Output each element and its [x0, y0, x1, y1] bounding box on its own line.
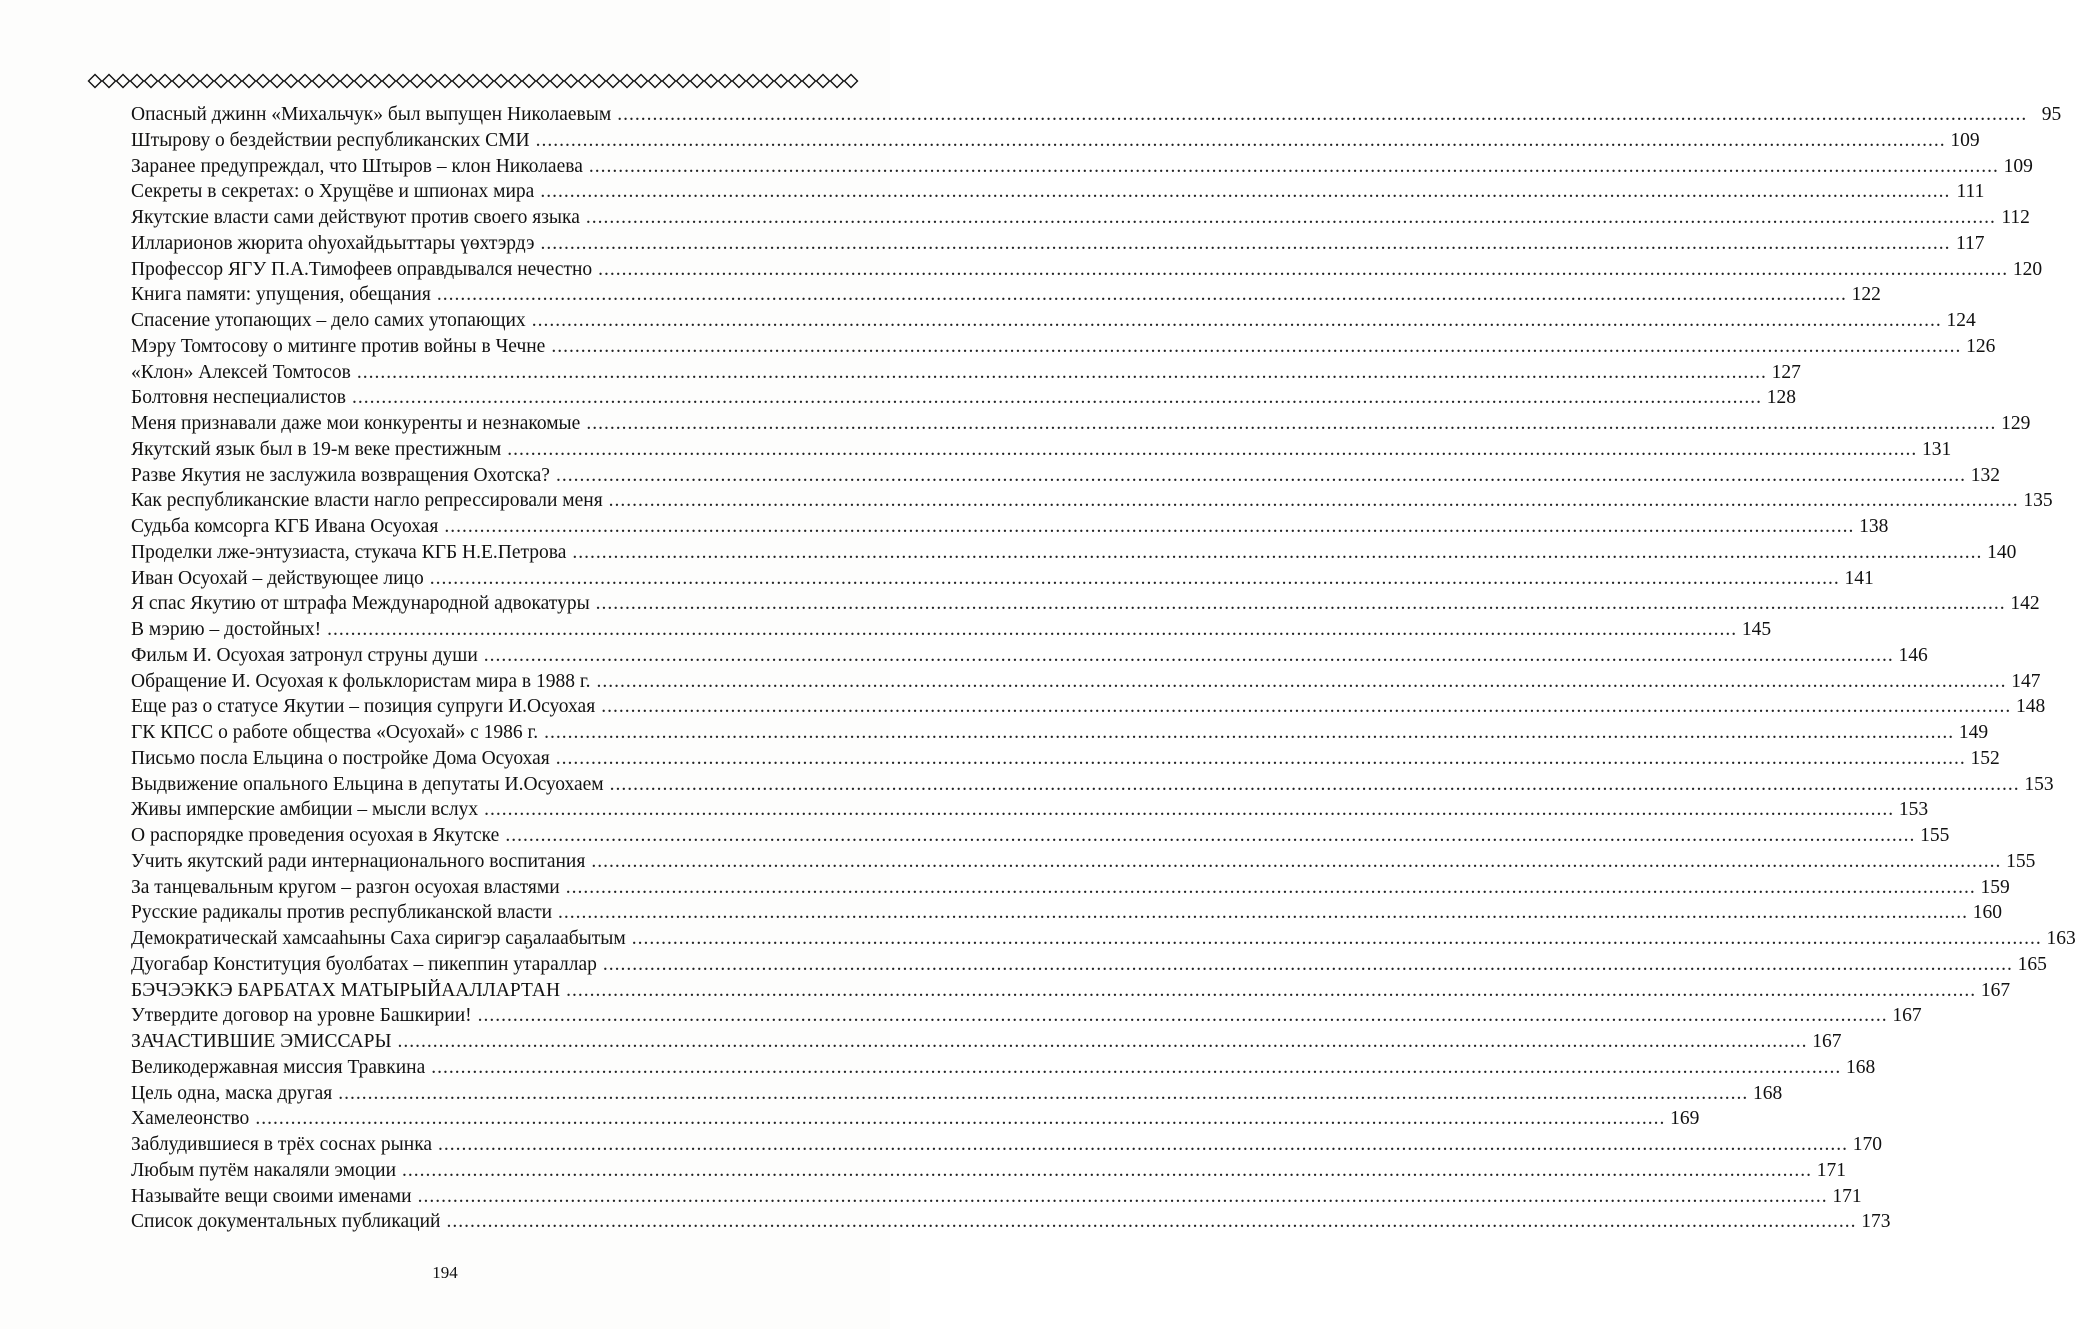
toc-entry	[131, 1184, 1862, 1210]
toc-entry-page: 131	[1921, 438, 1952, 460]
toc-entry-page: 152	[1970, 747, 2000, 769]
dot-leader	[591, 849, 2001, 875]
dot-leader	[532, 308, 1942, 334]
dot-leader	[589, 154, 1999, 180]
toc-entry-title: Как республиканские власти нагло репрессировали меня	[131, 490, 603, 512]
diamond-ornament	[467, 75, 480, 88]
toc-entry	[131, 1055, 1876, 1081]
toc-entry-title: Разве Якутия не заслужила возвращения Охотска?	[131, 464, 550, 486]
dot-leader	[398, 1029, 1808, 1055]
toc-entry	[131, 231, 1985, 257]
diamond-ornament	[579, 75, 592, 88]
toc-entry	[131, 875, 2010, 901]
toc-entry	[131, 282, 1881, 308]
toc-entry	[131, 797, 1929, 823]
diamond-ornament	[565, 75, 578, 88]
toc-entry-title: Опасный джинн «Михальчук» был выпущен Николаевым	[131, 104, 612, 125]
toc-entry	[131, 1106, 1700, 1132]
toc-entry	[131, 540, 2017, 566]
toc-entry-title: Живы имперские амбиции – мысли вслух	[131, 799, 479, 821]
diamond-ornament	[775, 75, 788, 88]
toc-entry-title: Великодержавная миссия Травкина	[131, 1056, 426, 1078]
dot-leader	[430, 566, 1840, 592]
toc-entry-title: Я спас Якутию от штрафа Международной адвокатуры	[131, 593, 590, 615]
diamond-ornament	[299, 75, 312, 88]
toc-entry-title: Хамелеонство	[131, 1108, 250, 1130]
dot-leader	[586, 205, 1996, 231]
toc-entry-page: 168	[1752, 1082, 1783, 1104]
dot-leader	[586, 411, 1996, 437]
toc-entry-title: Иван Осуохай – действующее лицо	[131, 567, 424, 589]
toc-entry-page: 155	[2006, 850, 2036, 872]
diamond-ornament	[551, 75, 564, 88]
diamond-ornament	[831, 75, 844, 88]
toc-entry	[131, 849, 2036, 875]
toc-entry	[131, 591, 2040, 617]
toc-entry	[131, 694, 2046, 720]
dot-leader	[617, 102, 2027, 128]
diamond-ornament	[509, 75, 522, 88]
toc-entry-title: Книга памяти: упущения, обещания	[131, 284, 431, 306]
table-of-contents	[131, 102, 2076, 1235]
toc-entry-page: 147	[2011, 670, 2041, 692]
toc-entry-title: Цель одна, маска другая	[131, 1082, 333, 1104]
toc-entry-title: ЗАЧАСТИВШИЕ ЭМИССАРЫ	[131, 1031, 392, 1052]
diamond-ornament	[761, 75, 774, 88]
toc-entry-page: 149	[1958, 722, 1989, 743]
dot-leader	[438, 1132, 1848, 1158]
toc-entry-page: 132	[1970, 464, 2000, 486]
dot-leader	[478, 1003, 1888, 1029]
toc-entry-page: 117	[1956, 232, 1985, 254]
dot-leader	[484, 643, 1894, 669]
diamond-ornament	[677, 75, 690, 88]
diamond-ornament	[285, 75, 298, 88]
dot-leader	[444, 514, 1854, 540]
diamond-ornament	[635, 75, 648, 88]
dot-leader	[598, 257, 2008, 283]
dot-leader	[536, 128, 1946, 154]
toc-entry-title: Якутский язык был в 19-м веке престижным	[131, 438, 502, 460]
diamond-ornament	[425, 75, 438, 88]
diamond-ornament	[747, 75, 760, 88]
toc-entry-page: 167	[1980, 979, 2011, 1001]
dot-leader	[484, 797, 1894, 823]
toc-entry	[131, 566, 1874, 592]
diamond-ornament	[257, 75, 270, 88]
diamond-ornament	[341, 75, 354, 88]
toc-entry	[131, 746, 2000, 772]
dot-leader	[556, 746, 1966, 772]
toc-entry-title: Выдвижение опального Ельцина в депутаты И.Осуохаем	[131, 773, 604, 795]
toc-entry-title: БЭЧЭЭККЭ БАРБАТАХ МАТЫРЫЙААЛЛАРТАН	[131, 979, 561, 1001]
toc-entry	[131, 669, 2041, 695]
toc-entry-title: Называйте вещи своими именами	[131, 1185, 412, 1207]
dot-leader	[566, 978, 1976, 1004]
toc-entry-page: 163	[2046, 928, 2076, 949]
toc-entry	[131, 1132, 1883, 1158]
diamond-ornament	[271, 75, 284, 88]
diamond-ornament	[229, 75, 242, 88]
toc-entry-page: 146	[1898, 644, 1928, 666]
toc-entry-page: 153	[1898, 799, 1929, 821]
toc-entry-title: Проделки лже-энтузиаста, стукача КГБ Н.Е.Петрова	[131, 541, 567, 563]
diamond-ornament	[621, 75, 634, 88]
toc-entry-title: Заранее предупреждал, что Штыров – клон Николаева	[131, 155, 583, 177]
dot-leader	[352, 385, 1762, 411]
dot-leader	[540, 179, 1950, 205]
toc-entry-title: Любым путём накаляли эмоции	[131, 1159, 397, 1181]
toc-entry	[131, 772, 2054, 798]
toc-entry-title: Меня признавали даже мои конкуренты и незнакомые	[131, 413, 581, 434]
dot-leader	[255, 1106, 1665, 1132]
toc-entry-title: За танцевальным кругом – разгон осуохая властями	[131, 876, 560, 898]
dot-leader	[566, 875, 1976, 901]
diamond-ornament	[369, 75, 382, 88]
toc-entry-page: 142	[2010, 593, 2040, 615]
toc-entry-title: Дуогабар Конституция буолбатах – пикеппин утараллар	[131, 953, 597, 975]
toc-entry-title: Профессор ЯГУ П.А.Тимофеев оправдывался нечестно	[131, 258, 593, 280]
dot-leader	[610, 772, 2020, 798]
dot-leader	[603, 952, 2013, 978]
dot-leader	[544, 720, 1954, 746]
dot-leader	[558, 900, 1968, 926]
toc-entry-page: 120	[2012, 258, 2043, 280]
toc-entry-title: «Клон» Алексей Томтосов	[131, 361, 351, 383]
diamond-ornament	[243, 75, 256, 88]
toc-entry-page: 129	[2001, 413, 2031, 434]
toc-entry-title: Штырову о бездействии республиканских СМИ	[131, 129, 530, 151]
toc-entry-title: Якутские власти сами действуют против своего языка	[131, 207, 580, 228]
toc-entry-page: 173	[1861, 1211, 1891, 1233]
diamond-ornament	[803, 75, 816, 88]
diamond-ornament	[593, 75, 606, 88]
diamond-ornament	[691, 75, 704, 88]
toc-entry-page: 153	[2024, 773, 2054, 795]
toc-entry-title: Письмо посла Ельцина о постройке Дома Осуохая	[131, 747, 550, 769]
toc-entry-title: Судьба комсорга КГБ Ивана Осуохая	[131, 516, 439, 537]
diamond-ornament	[355, 75, 368, 88]
toc-entry-page: 165	[2017, 953, 2047, 975]
diamond-ornament	[495, 75, 508, 88]
toc-entry-title: Заблудившиеся в трёх соснах рынка	[131, 1134, 433, 1155]
toc-entry-page: 126	[1966, 335, 1996, 357]
diamond-ornament	[439, 75, 452, 88]
decorative-diamond-border	[88, 70, 860, 92]
diamond-ornament	[607, 75, 620, 88]
dot-leader	[338, 1081, 1748, 1107]
toc-entry-title: Утвердите договор на уровне Башкирии!	[131, 1005, 472, 1027]
toc-entry	[131, 514, 1889, 540]
toc-entry	[131, 128, 1980, 154]
toc-entry	[131, 926, 2076, 952]
dot-leader	[418, 1184, 1828, 1210]
toc-entry-title: Учить якутский ради интернационального воспитания	[131, 850, 586, 872]
diamond-ornament	[789, 75, 802, 88]
diamond-ornament	[411, 75, 424, 88]
toc-entry-title: Обращение И. Осуохая к фольклористам мира в 1988 г.	[131, 670, 591, 692]
toc-entry	[131, 463, 2000, 489]
toc-entry-page: 167	[1812, 1031, 1842, 1052]
toc-entry	[131, 1003, 1922, 1029]
toc-entry	[131, 488, 2053, 514]
toc-entry-title: В мэрию – достойных!	[131, 619, 322, 640]
dot-leader	[431, 1055, 1841, 1081]
dot-leader	[357, 360, 1767, 386]
diamond-ornament	[215, 75, 228, 88]
toc-entry-page: 148	[2015, 696, 2046, 718]
toc-entry-page: 145	[1741, 619, 1772, 640]
toc-entry-title: Секреты в секретах: о Хрущёве и шпионах мира	[131, 181, 535, 203]
toc-entry-page: 141	[1844, 567, 1874, 589]
toc-entry	[131, 205, 2030, 231]
toc-entry-page: 170	[1852, 1134, 1883, 1155]
toc-entry	[131, 154, 2033, 180]
toc-entry-page: 167	[1892, 1005, 1922, 1027]
toc-entry-title: Спасение утопающих – дело самих утопающих	[131, 310, 526, 331]
toc-entry-page: 95	[2041, 104, 2062, 125]
toc-entry	[131, 257, 2043, 283]
toc-entry	[131, 360, 1801, 386]
diamond-ornament	[145, 75, 158, 88]
dot-leader	[505, 823, 1915, 849]
dot-leader	[601, 694, 2011, 720]
toc-entry	[131, 952, 2047, 978]
diamond-ornament	[537, 75, 550, 88]
dot-leader	[572, 540, 1982, 566]
toc-entry	[131, 1029, 1842, 1055]
toc-entry-page: 138	[1859, 516, 1889, 537]
diamond-ornament	[201, 75, 214, 88]
diamond-ornament	[187, 75, 200, 88]
dot-leader	[556, 463, 1966, 489]
diamond-ornament	[705, 75, 718, 88]
toc-entry	[131, 1209, 1891, 1235]
toc-entry-page: 127	[1771, 361, 1801, 383]
dot-leader	[597, 669, 2007, 695]
dot-leader	[507, 437, 1917, 463]
toc-entry-title: Илларионов жюрита оһуохайдьыттары үөхтэрдэ	[131, 232, 535, 254]
toc-entry-page: 109	[1950, 129, 1980, 151]
toc-entry	[131, 334, 1996, 360]
dot-leader	[327, 617, 1737, 643]
diamond-ornament	[649, 75, 662, 88]
diamond-ornament	[173, 75, 186, 88]
diamond-ornament	[845, 75, 858, 88]
diamond-ornament	[453, 75, 466, 88]
diamond-ornament	[117, 75, 130, 88]
toc-entry-title: Демократическай хамсааһыны Саха сиригэр саҕалаабытым	[131, 928, 626, 949]
toc-entry	[131, 720, 1989, 746]
diamond-ornament	[481, 75, 494, 88]
toc-entry	[131, 179, 1985, 205]
diamond-ornament	[663, 75, 676, 88]
dot-leader	[437, 282, 1847, 308]
toc-entry-title: Еще раз о статусе Якутии – позиция супруги И.Осуохая	[131, 696, 596, 718]
toc-entry-page: 155	[1920, 825, 1950, 846]
diamond-ornament	[383, 75, 396, 88]
toc-entry	[131, 411, 2031, 437]
toc-entry-page: 124	[1946, 310, 1976, 331]
dot-leader	[541, 231, 1951, 257]
toc-entry-page: 111	[1956, 181, 1985, 203]
toc-entry-page: 128	[1766, 387, 1796, 409]
dot-leader	[446, 1209, 1856, 1235]
toc-entry-page: 112	[2001, 207, 2030, 228]
toc-entry-page: 169	[1670, 1108, 1700, 1130]
toc-entry-page: 171	[1832, 1185, 1862, 1207]
toc-entry-title: Список документальных публикаций	[131, 1211, 441, 1233]
toc-entry-page: 109	[2003, 155, 2033, 177]
diamond-ornament	[733, 75, 746, 88]
toc-entry-page: 171	[1816, 1159, 1847, 1181]
diamond-ornament	[817, 75, 830, 88]
diamond-ornament	[103, 75, 116, 88]
dot-leader	[609, 488, 2019, 514]
toc-entry-title: Мэру Томтосову о митинге против войны в Чечне	[131, 335, 546, 357]
diamond-ornament	[719, 75, 732, 88]
toc-entry	[131, 1158, 1847, 1184]
diamond-ornament	[523, 75, 536, 88]
diamond-ornament	[131, 75, 144, 88]
dot-leader	[596, 591, 2006, 617]
dot-leader	[632, 926, 2042, 952]
toc-entry	[131, 102, 2062, 128]
diamond-ornament	[159, 75, 172, 88]
toc-entry-page: 159	[1980, 876, 2010, 898]
page-number: 194	[432, 1263, 458, 1282]
toc-entry-title: Русские радикалы против республиканской власти	[131, 902, 553, 924]
diamond-ornament	[327, 75, 340, 88]
toc-entry-page: 122	[1851, 284, 1881, 306]
toc-entry	[131, 437, 1952, 463]
toc-entry	[131, 823, 1950, 849]
toc-entry	[131, 308, 1976, 334]
toc-entry	[131, 978, 2011, 1004]
toc-entry-page: 160	[1972, 902, 2003, 924]
toc-entry-title: ГК КПСС о работе общества «Осуохай» с 1986 г.	[131, 722, 539, 743]
toc-entry-title: Фильм И. Осуохая затронул струны души	[131, 644, 478, 666]
toc-entry-title: О распорядке проведения осуохая в Якутске	[131, 825, 500, 846]
toc-entry-page: 140	[1987, 541, 2017, 563]
toc-entry	[131, 617, 1772, 643]
diamond-ornament	[397, 75, 410, 88]
toc-entry-page: 168	[1846, 1056, 1876, 1078]
toc-entry	[131, 900, 2003, 926]
dot-leader	[551, 334, 1961, 360]
dot-leader	[402, 1158, 1812, 1184]
diamond-ornament	[313, 75, 326, 88]
toc-entry	[131, 1081, 1783, 1107]
toc-entry	[131, 643, 1928, 669]
toc-entry-page: 135	[2023, 490, 2053, 512]
toc-entry-title: Болтовня неспециалистов	[131, 387, 346, 409]
diamond-ornament	[89, 75, 102, 88]
toc-entry	[131, 385, 1796, 411]
